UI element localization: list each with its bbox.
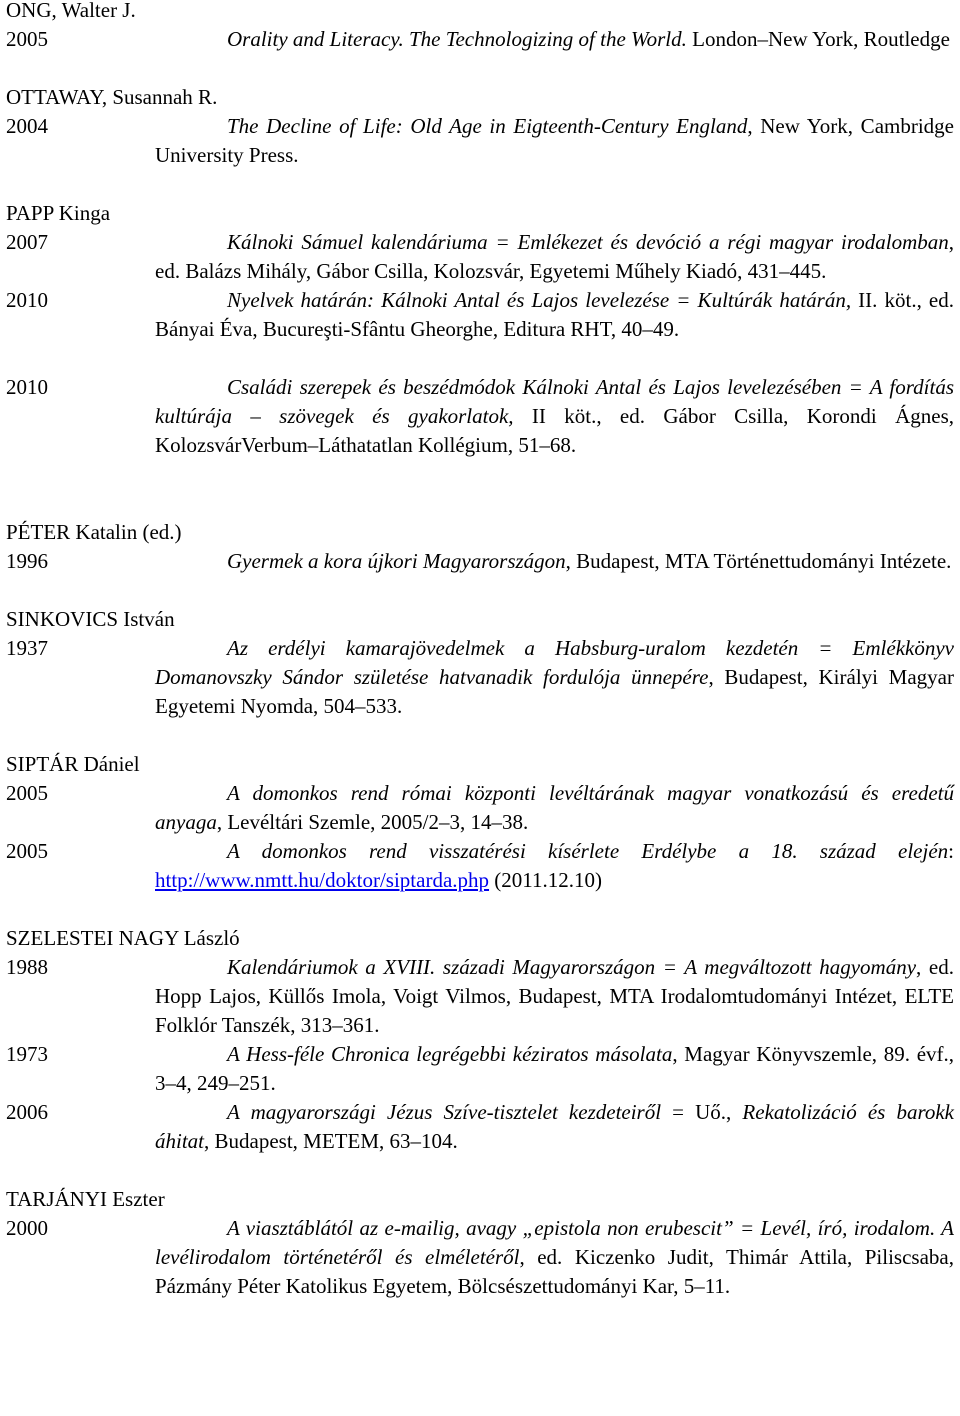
entry-details: II. köt., ed. Bányai Éva, Bucureşti-Sfântu Gheorghe, Editura RHT, 40–49. bbox=[155, 288, 954, 341]
entry-text bbox=[155, 228, 954, 286]
entry-title: Kálnoki Sámuel kalendáriuma = Emlékezet és devóció a régi magyar irodalomban bbox=[227, 230, 949, 254]
author-heading: OTTAWAY, Susannah R. bbox=[6, 85, 218, 109]
author-heading: PÉTER Katalin (ed.) bbox=[6, 520, 182, 544]
entry-year: 1973 bbox=[6, 1042, 48, 1066]
entry-text bbox=[155, 373, 954, 460]
entry-details: , ed. Balázs Mihály, Gábor Csilla, Kolozsvár, Egyetemi Műhely Kiadó, 431–445. bbox=[155, 230, 954, 283]
entry-details: II köt., ed. Gábor Csilla, Korondi Ágnes, KolozsvárVerbum–Láthatatlan Kollégium, 51–68. bbox=[155, 404, 955, 457]
entry-year: 1937 bbox=[6, 636, 48, 660]
entry-text bbox=[155, 1040, 954, 1098]
bibliography-entry bbox=[6, 779, 954, 837]
entry-title: A domonkos rend visszatérési kísérlete Erdélybe a 18. század elején bbox=[227, 839, 949, 863]
bibliography-entry bbox=[6, 228, 954, 286]
bibliography-entry bbox=[6, 953, 954, 1040]
entry-year: 2005 bbox=[6, 27, 48, 51]
entry-title: A viasztáblától az e-mailig, avagy „epistola non erubescit” = Levél, író, irodalom. A levélirodalom történetéről és elméletéről bbox=[155, 1216, 954, 1269]
entry-details-end: , Budapest, METEM, 63–104. bbox=[204, 1129, 458, 1153]
entry-title: A domonkos rend római központi levéltárának magyar vonatkozású és eredetű anyaga bbox=[155, 781, 954, 834]
entry-text bbox=[155, 779, 954, 837]
bibliography-entry bbox=[6, 112, 954, 170]
entry-year: 2007 bbox=[6, 230, 48, 254]
entry-text bbox=[155, 634, 954, 721]
bibliography-entry bbox=[6, 1214, 954, 1301]
entry-title: A Hess-féle Chronica legrégebbi kéziratos másolata bbox=[227, 1042, 673, 1066]
bibliography-entry bbox=[6, 634, 954, 721]
entry-year: 1988 bbox=[6, 955, 48, 979]
bibliography-entry bbox=[6, 837, 954, 895]
entry-details: : bbox=[948, 839, 954, 863]
bibliography-entry bbox=[6, 286, 954, 344]
author-heading: ONG, Walter J. bbox=[6, 0, 136, 22]
entry-details: = Uő., bbox=[661, 1100, 743, 1124]
bibliography-entry bbox=[6, 373, 954, 460]
entry-details: , Magyar Könyvszemle, 89. évf., 3–4, 249–251. bbox=[155, 1042, 955, 1095]
entry-year: 2010 bbox=[6, 375, 48, 399]
entry-text bbox=[155, 1214, 954, 1301]
entry-text bbox=[155, 112, 954, 170]
entry-year: 1996 bbox=[6, 549, 48, 573]
author-heading: PAPP Kinga bbox=[6, 201, 111, 225]
entry-details: , ed. Kiczenko Judit, Thimár Attila, Piliscsaba, Pázmány Péter Katolikus Egyetem, Bölcsészettudományi Kar, 5–11. bbox=[155, 1245, 954, 1298]
entry-details: London–New York, Routledge bbox=[686, 27, 950, 51]
entry-year: 2006 bbox=[6, 1100, 48, 1124]
entry-year: 2004 bbox=[6, 114, 48, 138]
entry-text bbox=[155, 547, 954, 576]
entry-title: Az erdélyi kamarajövedelmek a Habsburg-uralom kezdetén = Emlékkönyv Domanovszky Sándor születése hatvanadik fordulója ünnepére bbox=[155, 636, 954, 689]
entry-title: Nyelvek határán: Kálnoki Antal és Lajos levelezése = Kultúrák határán, bbox=[227, 288, 852, 312]
author-heading: SIPTÁR Dániel bbox=[6, 752, 140, 776]
author-heading: TARJÁNYI Eszter bbox=[6, 1187, 165, 1211]
entry-details: , Budapest, MTA Történettudományi Intézete. bbox=[565, 549, 952, 573]
entry-link[interactable]: http://www.nmtt.hu/doktor/siptarda.php bbox=[155, 868, 490, 892]
bibliography-entry bbox=[6, 1098, 954, 1156]
entry-title: Családi szerepek és beszédmódok Kálnoki Antal és Lajos levelezésében = A fordítás kultúrája – szövegek és gyakorlatok, bbox=[155, 375, 954, 428]
entry-year: 2010 bbox=[6, 288, 48, 312]
entry-details: , New York, Cambridge University Press. bbox=[155, 114, 954, 167]
entry-text bbox=[155, 953, 954, 1040]
entry-title: Gyermek a kora újkori Magyarországon bbox=[227, 549, 566, 573]
entry-text bbox=[155, 1098, 954, 1156]
entry-details: , Budapest, Királyi Magyar Egyetemi Nyomda, 504–533. bbox=[155, 665, 954, 718]
bibliography-entry bbox=[6, 1040, 954, 1098]
entry-title: The Decline of Life: Old Age in Eigteenth-Century England bbox=[227, 114, 748, 138]
bibliography-entry bbox=[6, 25, 954, 54]
author-heading: SINKOVICS István bbox=[6, 607, 175, 631]
entry-text bbox=[155, 25, 954, 54]
entry-details: , Levéltári Szemle, 2005/2–3, 14–38. bbox=[216, 810, 529, 834]
entry-year: 2000 bbox=[6, 1216, 48, 1240]
entry-year: 2005 bbox=[6, 781, 48, 805]
entry-title: Orality and Literacy. The Technologizing of the World. bbox=[227, 27, 687, 51]
entry-title: Kalendáriumok a XVIII. századi Magyarországon = A megváltozott hagyomány bbox=[227, 955, 917, 979]
entry-title: A magyarországi Jézus Szíve-tisztelet kezdeteiről bbox=[227, 1100, 662, 1124]
entry-text bbox=[155, 286, 954, 344]
bibliography-page bbox=[6, 0, 954, 1301]
entry-year: 2005 bbox=[6, 839, 48, 863]
bibliography-entry bbox=[6, 547, 954, 576]
entry-access-date: (2011.12.10) bbox=[489, 868, 602, 892]
author-heading: SZELESTEI NAGY László bbox=[6, 926, 240, 950]
entry-details: , ed. Hopp Lajos, Küllős Imola, Voigt Vilmos, Budapest, MTA Irodalomtudományi Intézet, ELTE Folklór Tanszék, 313–361. bbox=[155, 955, 954, 1037]
entry-text bbox=[155, 837, 954, 895]
entry-title-secondary: Rekatolizáció és barokk áhitat bbox=[155, 1100, 954, 1153]
